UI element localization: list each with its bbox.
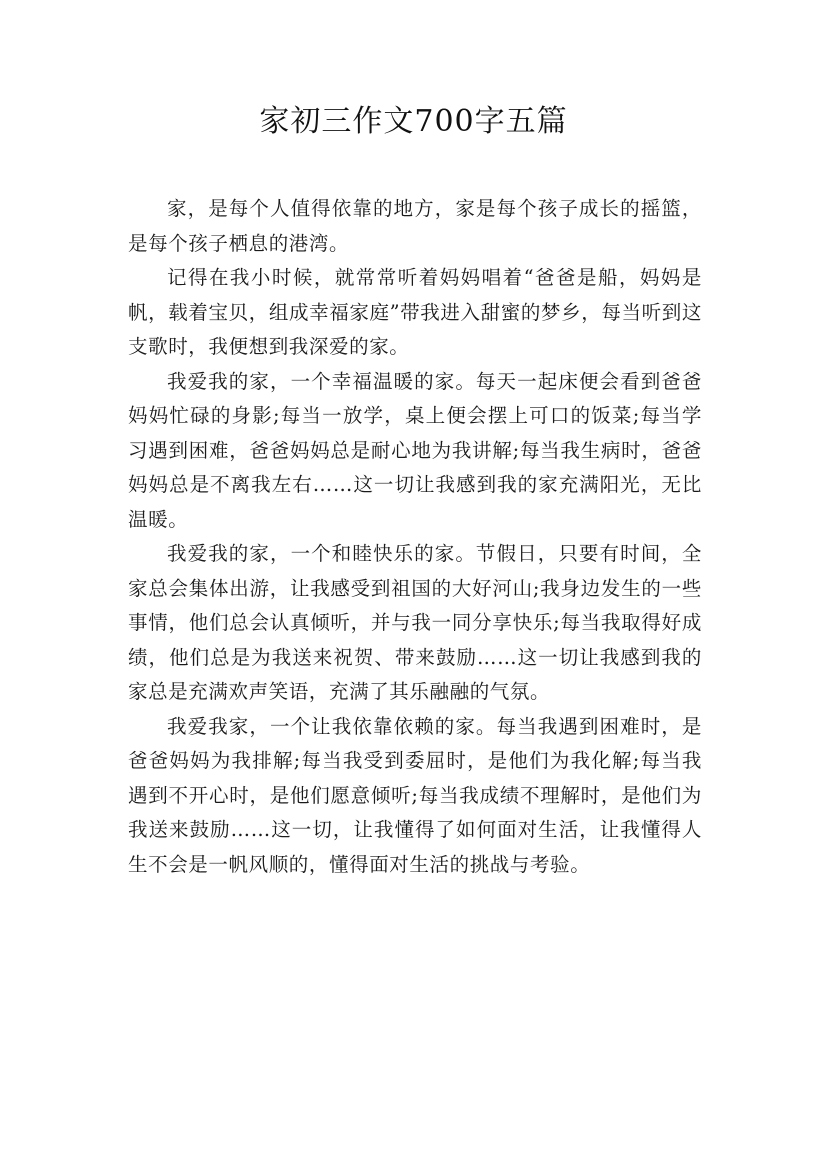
paragraph-5: 我爱我家，一个让我依靠依赖的家。每当我遇到困难时，是爸爸妈妈为我排解;每当我受到委屈时，是他们为我化解;每当我遇到不开心时，是他们愿意倾听;每当我成绩不理解时，是他们为我送来鼓励……这一切，让我懂得了如何面对生活，让我懂得人生不会是一帆风顺的，懂得面对生活的挑战与考验。 bbox=[128, 714, 702, 876]
paragraph-2: 记得在我小时候，就常常听着妈妈唱着“爸爸是船，妈妈是帆，载着宝贝，组成幸福家庭”带我进入甜蜜的梦乡，每当听到这支歌时，我便想到我深爱的家。 bbox=[128, 266, 702, 358]
document-title: 家初三作文700字五篇 bbox=[259, 104, 568, 139]
paragraph-1: 家，是每个人值得依靠的地方，家是每个孩子成长的摇篮，是每个孩子栖息的港湾。 bbox=[128, 197, 702, 255]
document-body bbox=[128, 192, 702, 882]
paragraph-4: 我爱我的家，一个和睦快乐的家。节假日，只要有时间，全家总会集体出游，让我感受到祖国的大好河山;我身边发生的一些事情，他们总会认真倾听，并与我一同分享快乐;每当我取得好成绩，他们总是为我送来祝贺、带来鼓励……这一切让我感到我的家总是充满欢声笑语，充满了其乐融融的气氛。 bbox=[128, 542, 702, 703]
paragraph-3: 我爱我的家，一个幸福温暖的家。每天一起床便会看到爸爸妈妈忙碌的身影;每当一放学，桌上便会摆上可口的饭菜;每当学习遇到困难，爸爸妈妈总是耐心地为我讲解;每当我生病时，爸爸妈妈总是不离我左右……这一切让我感到我的家充满阳光，无比温暖。 bbox=[128, 369, 702, 531]
